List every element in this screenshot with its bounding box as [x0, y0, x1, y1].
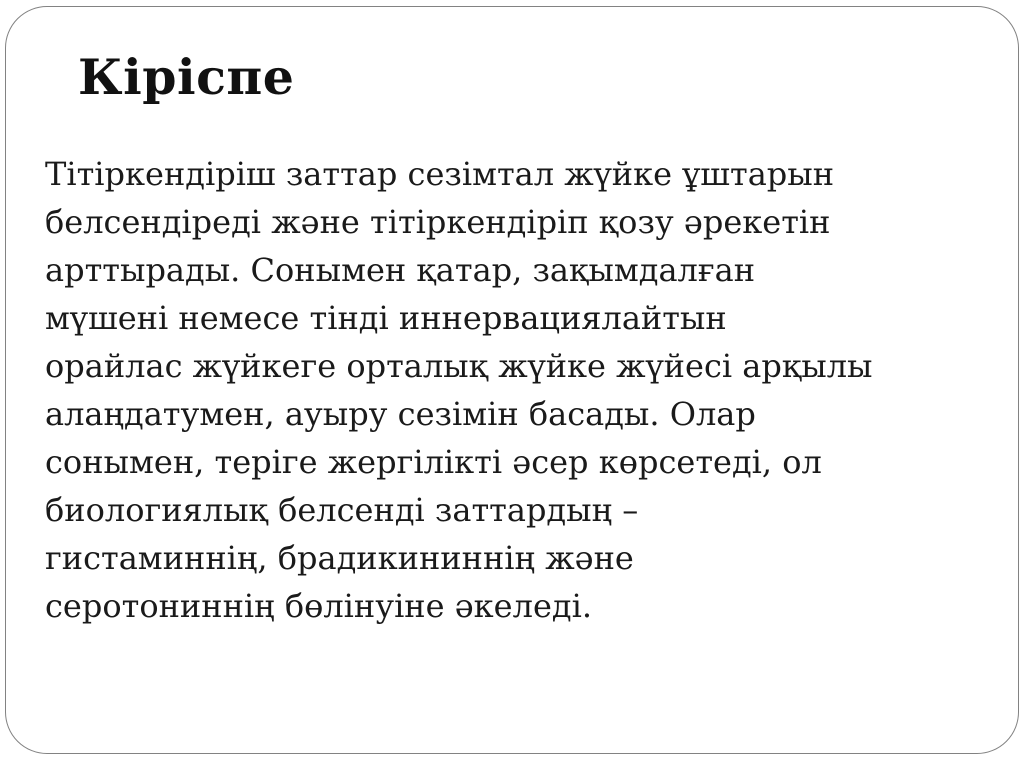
- slide-body-paragraph: Тітіркендіріш заттар сезімтал жүйке ұштарын белсендіреді және тітіркендіріп қозу әрекетін арттырады. Сонымен қатар, зақымдалған мүшені немесе тінді иннервациялайтын орайлас жүйкеге орталық жүйке жүйесі арқылы алаңдатумен, ауыру сезімін басады. Олар сонымен, теріге жергілікті әсер көрсетеді, ол биологиялық белсенді заттардың – гистаминнің, брадикининнің және серотониннің бөлінуіне әкеледі.: [45, 155, 873, 625]
- slide-title: Кіріспе: [78, 48, 295, 106]
